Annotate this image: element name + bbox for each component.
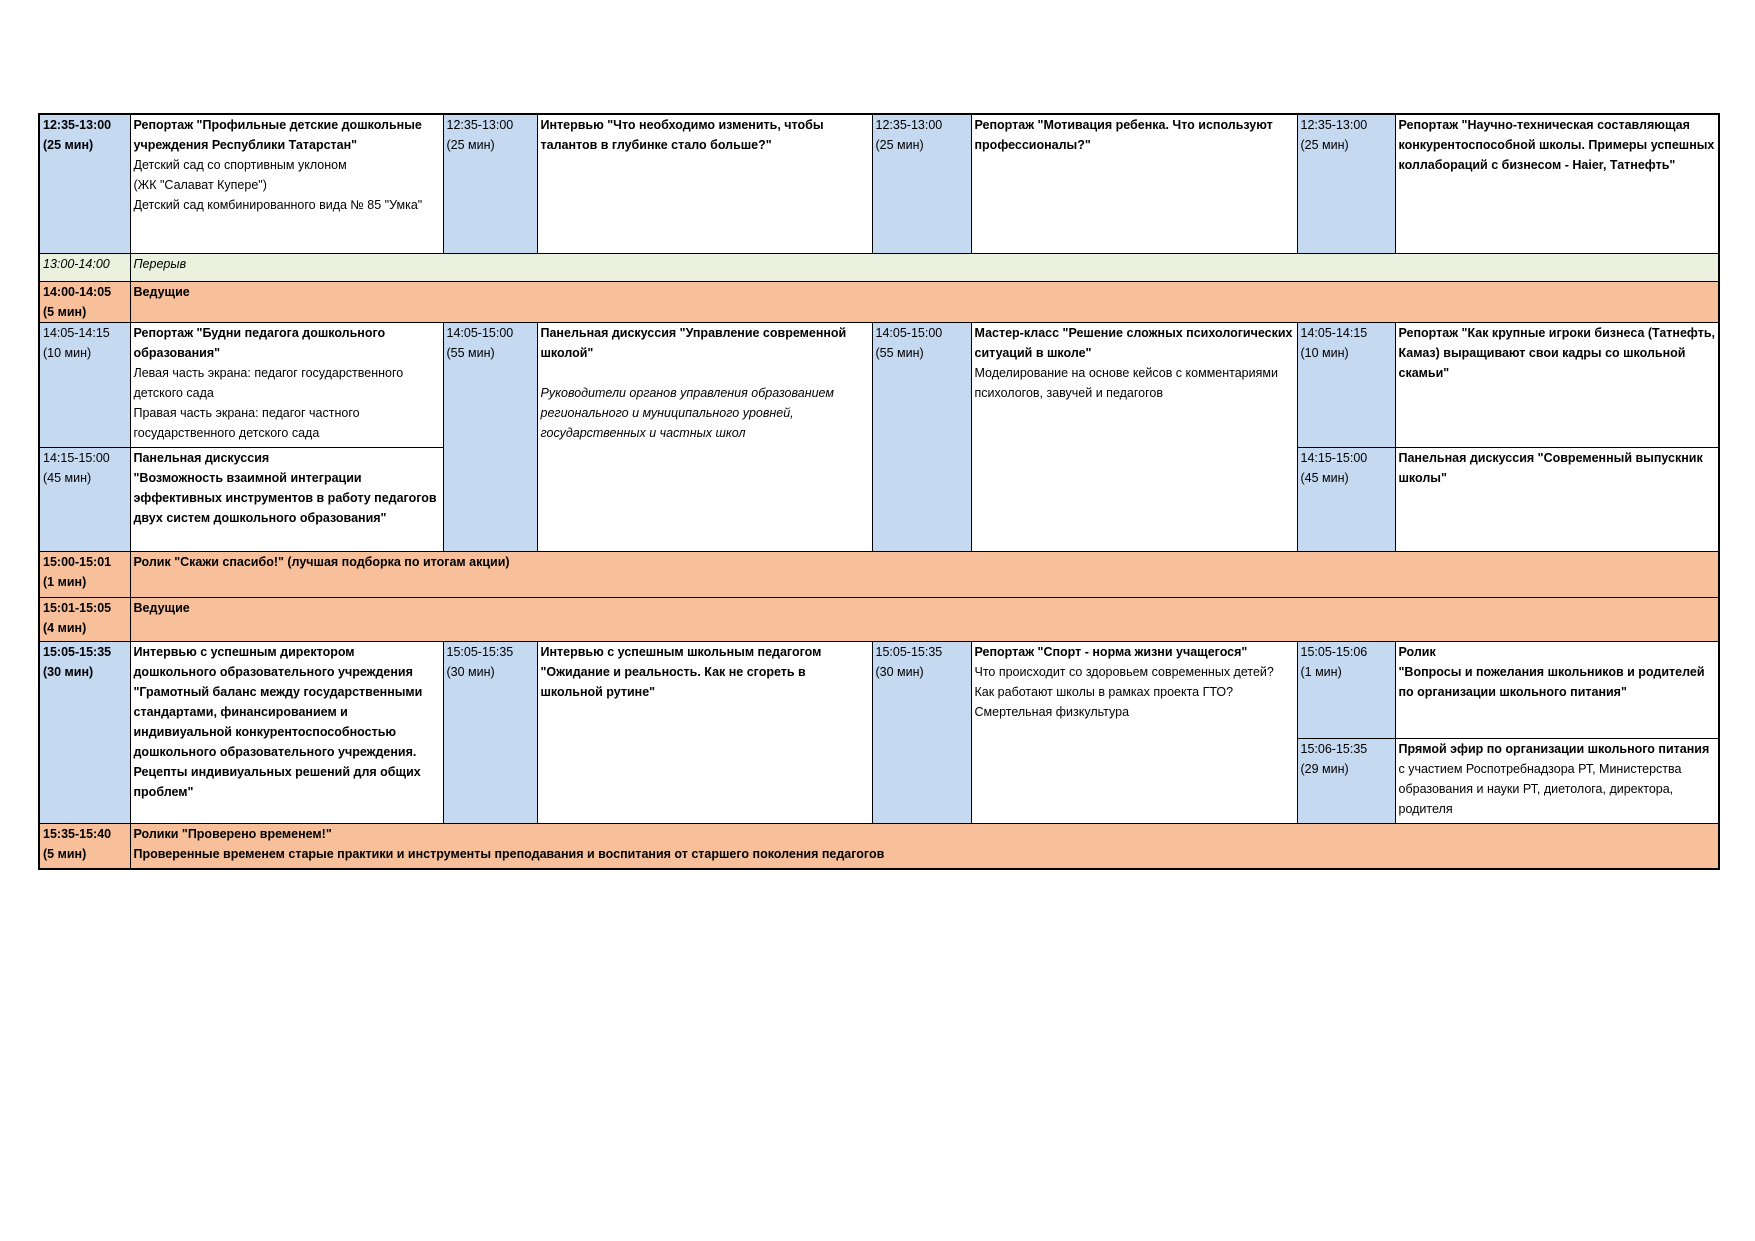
- clip-cell: [130, 551, 1719, 597]
- row-1405: [39, 322, 1719, 447]
- program-cell: [537, 114, 872, 253]
- duration: (5 мин): [43, 846, 87, 861]
- time-cell: [443, 114, 537, 253]
- program-cell: [537, 322, 872, 551]
- schedule-table: [38, 113, 1720, 870]
- time-range: 12:35-13:00: [1300, 118, 1368, 132]
- break-cell: [130, 253, 1719, 281]
- program-detail: Правая часть экрана: педагог частного государственного детского сада: [133, 405, 360, 440]
- program-title: Репортаж "Будни педагога дошкольного образования": [133, 325, 386, 360]
- time-cell: [1297, 641, 1395, 738]
- program-title: Репортаж "Научно-техническая составляющая конкурентоспособной школы. Примеры успешных коллабораций с бизнесом - Haier, Татнефть": [1398, 118, 1715, 172]
- row-clip-1535: [39, 823, 1719, 869]
- program-cell: [971, 641, 1297, 823]
- program-cell: [971, 114, 1297, 253]
- program-detail: Моделирование на основе кейсов с комментариями психологов, завучей и педагогов: [974, 365, 1278, 400]
- program-detail: с участием Роспотребнадзора РТ, Министерства образования и науки РТ, диетолога, директора, родителя: [1398, 761, 1682, 816]
- row-clip-1500: [39, 551, 1719, 597]
- row-1235: [39, 114, 1719, 253]
- time-cell: [872, 114, 971, 253]
- time-range: 12:35-13:00: [43, 118, 112, 132]
- time-range: 14:15-15:00: [1300, 450, 1368, 465]
- program-title: Интервью с успешным школьным педагогом "Ожидание и реальность. Как не сгореть в школьной рутине": [540, 644, 822, 699]
- time-cell: [1297, 322, 1395, 447]
- time-cell: [872, 641, 971, 823]
- hosts-cell: [130, 281, 1719, 322]
- row-1505: [39, 641, 1719, 738]
- program-cell: [1395, 114, 1719, 253]
- duration: (1 мин): [43, 574, 87, 589]
- program-title: Мастер-класс "Решение сложных психологических ситуаций в школе": [974, 325, 1293, 360]
- time-range: 15:00-15:01: [43, 554, 112, 569]
- clip-cell: [130, 823, 1719, 869]
- duration: (25 мин): [43, 138, 94, 152]
- program-title: Интервью с успешным директором дошкольного образовательного учреждения "Грамотный баланс между государственными стандартами, финансированием и индивиуальной конкурентоспособностью дошкольного образовательного учреждения. Рецепты индивиуальных решений для общих проблем": [133, 644, 423, 799]
- duration: (30 мин): [43, 664, 94, 679]
- program-detail: Детский сад со спортивным уклоном: [133, 158, 347, 172]
- time-range: 15:35-15:40: [43, 826, 112, 841]
- time-range: 15:01-15:05: [43, 600, 112, 615]
- time-range: 12:35-13:00: [446, 118, 514, 132]
- program-cell: [130, 114, 443, 253]
- time-range: 14:00-14:05: [43, 284, 112, 299]
- time-cell: [39, 447, 130, 551]
- time-cell: [39, 597, 130, 641]
- duration: (10 мин): [1300, 345, 1349, 360]
- time-range: 15:05-15:35: [446, 644, 514, 659]
- program-cell: [1395, 447, 1719, 551]
- duration: (25 мин): [875, 138, 924, 152]
- program-detail: Левая часть экрана: педагог государственного детского сада: [133, 365, 404, 400]
- time-cell: [443, 322, 537, 551]
- duration: (10 мин): [43, 345, 92, 360]
- time-range: 13:00-14:00: [43, 256, 110, 271]
- program-cell: [130, 641, 443, 823]
- time-range: 14:05-15:00: [875, 325, 943, 340]
- program-title: Репортаж "Спорт - норма жизни учащегося": [974, 644, 1248, 659]
- duration: (30 мин): [875, 664, 924, 679]
- program-title: Панельная дискуссия "Управление современной школой": [540, 325, 847, 360]
- program-cell: [130, 447, 443, 551]
- duration: (4 мин): [43, 620, 87, 635]
- program-subtitle: "Возможность взаимной интеграции эффективных инструментов в работу педагогов двух систем дошкольного образования": [133, 470, 437, 525]
- time-range: 15:05-15:35: [875, 644, 943, 659]
- duration: (1 мин): [1300, 664, 1342, 679]
- time-cell: [39, 551, 130, 597]
- row-hosts-1501: [39, 597, 1719, 641]
- program-detail: Смертельная физкультура: [974, 704, 1130, 719]
- program-title: Прямой эфир по организации школьного питания: [1398, 741, 1710, 756]
- program-detail: Как работают школы в рамках проекта ГТО?: [974, 684, 1234, 699]
- hosts-cell: [130, 597, 1719, 641]
- duration: (25 мин): [446, 138, 495, 152]
- time-range: 15:05-15:06: [1300, 644, 1368, 659]
- row-hosts-1400: [39, 281, 1719, 322]
- program-title: Репортаж "Профильные детские дошкольные учреждения Республики Татарстан": [133, 118, 422, 152]
- duration: (5 мин): [43, 304, 87, 319]
- program-subtitle: "Вопросы и пожелания школьников и родителей по организации школьного питания": [1398, 664, 1705, 699]
- time-range: 15:06-15:35: [1300, 741, 1368, 756]
- row-break: [39, 253, 1719, 281]
- break-label: Перерыв: [133, 256, 187, 271]
- program-cell: [537, 641, 872, 823]
- duration: (30 мин): [446, 664, 495, 679]
- time-cell: [39, 114, 130, 253]
- program-title: Панельная дискуссия: [133, 450, 270, 465]
- duration: (45 мин): [43, 470, 92, 485]
- time-cell: [872, 322, 971, 551]
- time-range: 12:35-13:00: [875, 118, 943, 132]
- time-cell: [39, 641, 130, 823]
- time-range: 14:05-14:15: [1300, 325, 1368, 340]
- duration: (55 мин): [875, 345, 924, 360]
- duration: (55 мин): [446, 345, 495, 360]
- hosts-label: Ведущие: [133, 600, 190, 615]
- time-cell: [443, 641, 537, 823]
- time-cell: [1297, 114, 1395, 253]
- duration: (25 мин): [1300, 138, 1349, 152]
- clip-label: Ролик "Скажи спасибо!" (лучшая подборка по итогам акции): [133, 554, 510, 569]
- program-title: Репортаж "Мотивация ребенка. Что используют профессионалы?": [974, 118, 1273, 152]
- time-cell: [39, 322, 130, 447]
- clip-label: Ролики "Проверено временем!": [133, 826, 332, 841]
- program-title: Репортаж "Как крупные игроки бизнеса (Татнефть, Камаз) выращивают свои кадры со школьной скамьи": [1398, 325, 1715, 380]
- time-range: 15:05-15:35: [43, 644, 112, 659]
- program-note: Руководители органов управления образованием регионального и муниципального уровней, государственных и частных школ: [540, 385, 834, 440]
- time-range: 14:05-14:15: [43, 325, 110, 340]
- time-range: 14:05-15:00: [446, 325, 514, 340]
- duration: (45 мин): [1300, 470, 1349, 485]
- program-detail: Что происходит со здоровьем современных детей?: [974, 664, 1274, 679]
- program-cell: [1395, 322, 1719, 447]
- clip-subtitle: Проверенные временем старые практики и инструменты преподавания и воспитания от старшего поколения педагогов: [133, 846, 885, 861]
- program-cell: [1395, 738, 1719, 823]
- program-detail: (ЖК "Салават Купере"): [133, 178, 267, 192]
- time-cell: [1297, 447, 1395, 551]
- program-cell: [971, 322, 1297, 551]
- time-cell: [39, 281, 130, 322]
- time-cell: [39, 823, 130, 869]
- duration: (29 мин): [1300, 761, 1349, 776]
- time-cell: [39, 253, 130, 281]
- program-cell: [130, 322, 443, 447]
- program-title: Ролик: [1398, 644, 1436, 659]
- program-title: Панельная дискуссия "Современный выпускник школы": [1398, 450, 1703, 485]
- program-title: Интервью "Что необходимо изменить, чтобы талантов в глубинке стало больше?": [540, 118, 824, 152]
- time-cell: [1297, 738, 1395, 823]
- hosts-label: Ведущие: [133, 284, 190, 299]
- program-cell: [1395, 641, 1719, 738]
- time-range: 14:15-15:00: [43, 450, 110, 465]
- program-detail: Детский сад комбинированного вида № 85 "Умка": [133, 198, 423, 212]
